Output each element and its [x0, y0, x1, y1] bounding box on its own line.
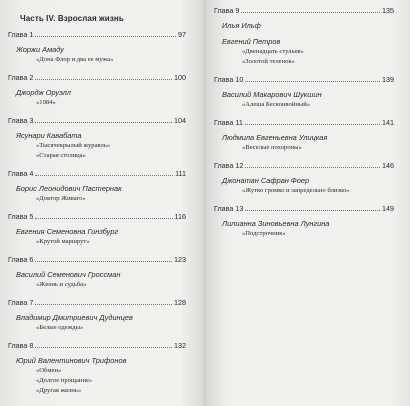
toc-book-title: «Старая столица» [36, 152, 86, 159]
toc-book-title: «Доктор Живаго» [36, 195, 86, 202]
toc-book-title: «Тысячекрылый журавль» [36, 142, 111, 149]
dot-leader [245, 209, 380, 211]
toc-chapter-row [8, 298, 188, 307]
page-number: 135 [382, 6, 394, 15]
toc-chapter-row [214, 118, 396, 127]
dot-leader [35, 260, 172, 262]
toc-book-title: «Жутко громко и запредельно близко» [242, 187, 350, 194]
page-number: 139 [382, 75, 394, 84]
toc-author: Евгений Петров [222, 37, 281, 46]
toc-author: Людмила Евгеньевна Улицкая [222, 133, 328, 142]
chapter-label: Глава 10 [214, 75, 244, 84]
chapter-label: Глава 2 [8, 73, 34, 82]
toc-chapter-row [8, 341, 188, 350]
dot-leader [245, 123, 380, 125]
toc-chapter-row [8, 73, 188, 82]
chapter-label: Глава 4 [8, 169, 34, 178]
toc-author: Жоржи Амаду [16, 45, 64, 54]
toc-author: Ясунари Кавабата [16, 131, 82, 140]
toc-author: Василий Макарович Шукшин [222, 90, 322, 99]
toc-book-title: «Другая жизнь» [36, 387, 82, 394]
dot-leader [35, 174, 173, 176]
chapter-label: Глава 11 [214, 118, 243, 127]
toc-book-title: «Долгое прощание» [36, 377, 93, 384]
page-number: 132 [174, 341, 186, 350]
left-page [8, 0, 200, 406]
toc-book-title: «Крутой маршрут» [36, 238, 90, 245]
page-number: 149 [382, 204, 394, 213]
toc-chapter-row [214, 6, 396, 15]
page-number: 123 [174, 255, 186, 264]
right-page [214, 0, 404, 406]
chapter-label: Глава 1 [8, 30, 34, 39]
page-number: 141 [382, 118, 394, 127]
toc-author: Джордж Оруэлл [16, 88, 71, 97]
dot-leader [35, 35, 176, 37]
toc-chapter-row [214, 204, 396, 213]
toc-book-title: «Жизнь и судьба» [36, 281, 87, 288]
page-number: 111 [175, 169, 186, 178]
toc-author: Илья Ильф [222, 21, 261, 30]
toc-book-title: «1984» [36, 99, 56, 106]
toc-author: Лилианна Зиновьевна Лунгина [222, 219, 330, 228]
chapter-label: Глава 12 [214, 161, 244, 170]
chapter-label: Глава 6 [8, 255, 34, 264]
page-number: 116 [174, 212, 186, 221]
dot-leader [241, 11, 380, 13]
dot-leader [35, 303, 172, 305]
dot-leader [245, 166, 380, 168]
toc-author: Борис Леонидович Пастернак [16, 184, 122, 193]
dot-leader [245, 80, 380, 82]
page-number: 104 [174, 116, 186, 125]
dot-leader [35, 78, 172, 80]
chapter-label: Глава 3 [8, 116, 34, 125]
dot-leader [35, 346, 172, 348]
toc-chapter-row [8, 212, 188, 221]
toc-book-title: «Дона Флор и два ее мужа» [36, 56, 114, 63]
toc-book-title: «Обмен» [36, 367, 62, 374]
toc-book-title: «Золотой теленок» [242, 58, 295, 65]
toc-chapter-row [8, 255, 188, 264]
chapter-label: Глава 5 [8, 212, 34, 221]
toc-chapter-row [8, 30, 188, 39]
toc-book-title: «Веселые похороны» [242, 144, 302, 151]
dot-leader [35, 121, 172, 123]
toc-author: Евгения Семеновна Гинзбург [16, 227, 119, 236]
toc-book-title: «Подстрочник» [242, 230, 286, 237]
chapter-label: Глава 13 [214, 204, 244, 213]
toc-chapter-row [8, 116, 188, 125]
toc-chapter-row [214, 161, 396, 170]
toc-author: Владимир Дмитриевич Дудинцев [16, 313, 133, 322]
dot-leader [35, 217, 172, 219]
chapter-label: Глава 8 [8, 341, 34, 350]
toc-chapter-row [214, 75, 396, 84]
page-number: 97 [178, 30, 186, 39]
toc-author: Василий Семенович Гроссман [16, 270, 121, 279]
toc-book-title: «Двенадцать стульев» [242, 48, 304, 55]
toc-chapter-row [8, 169, 188, 178]
page-number: 146 [382, 161, 394, 170]
page-number: 100 [174, 73, 186, 82]
toc-book-title: «Алеша Бесконвойный» [242, 101, 311, 108]
page-number: 128 [174, 298, 186, 307]
toc-author: Джонатан Сафран Фоер [222, 176, 310, 185]
chapter-label: Глава 9 [214, 6, 240, 15]
toc-author: Юрий Валентинович Трифонов [16, 356, 127, 365]
part-title: Часть IV. Взрослая жизнь [20, 14, 124, 23]
chapter-label: Глава 7 [8, 298, 34, 307]
toc-book-title: «Белые одежды» [36, 324, 84, 331]
